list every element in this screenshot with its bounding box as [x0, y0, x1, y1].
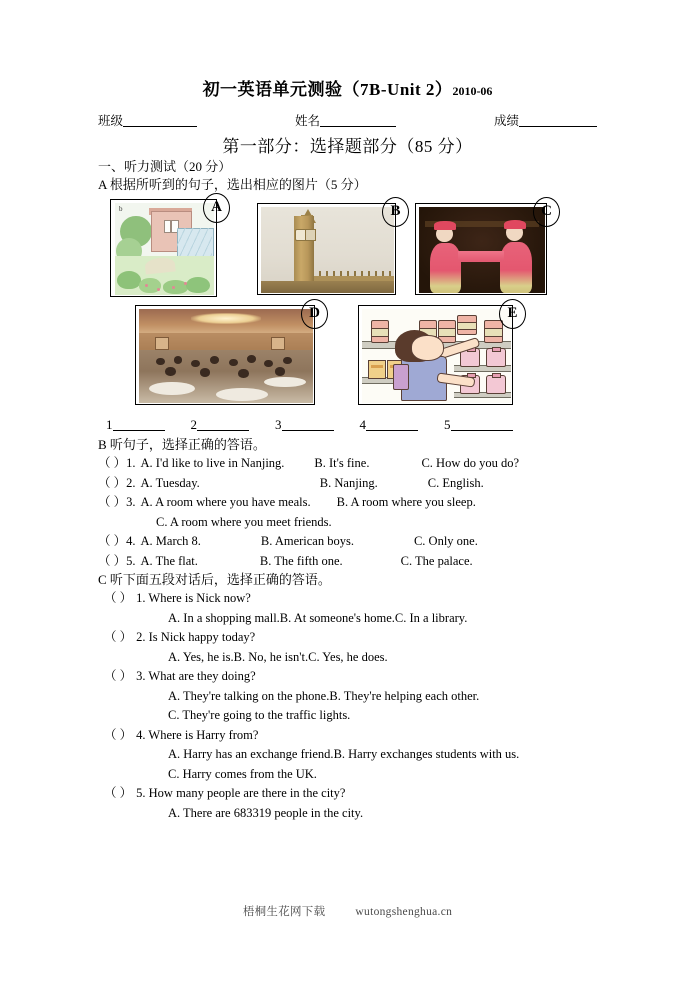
question-stem: 3. What are they doing?	[136, 669, 256, 683]
name-field	[295, 113, 396, 130]
option-b[interactable]: B. The fifth one.	[259, 553, 343, 568]
house-garden-illustration	[115, 203, 214, 295]
answer-blank-5[interactable]	[444, 416, 513, 434]
page-title-date: 2010-06	[452, 84, 493, 98]
option-c[interactable]: C. They're going to the traffic lights.	[168, 708, 351, 722]
banquet-hall-photo	[139, 309, 313, 403]
answer-blank-3-number: 3	[275, 417, 282, 432]
picture-b	[257, 203, 401, 295]
part-b-question-list	[0, 454, 695, 571]
option-b[interactable]: B. Nanjing.	[319, 475, 378, 490]
option-c[interactable]: C. Harry comes from the UK.	[168, 766, 317, 781]
option-b[interactable]: B. Harry exchanges students with us.	[333, 747, 520, 761]
part-c-question-3-options-line2	[0, 706, 695, 726]
option-b[interactable]: B. American boys.	[260, 534, 354, 548]
part-c-question-3	[0, 667, 695, 687]
part-b-question-3-option-c-line	[0, 513, 695, 533]
answer-blanks-row	[0, 416, 695, 434]
page-title	[0, 0, 695, 101]
question-number: 2.	[126, 475, 136, 490]
answer-blank-2[interactable]	[191, 416, 276, 434]
part-c-question-1-options	[0, 609, 695, 629]
option-a[interactable]: A. I'd like to live in Nanjing.	[140, 456, 285, 470]
part-c-question-1	[0, 589, 695, 609]
picture-c	[415, 203, 552, 295]
option-a[interactable]: A. The flat.	[140, 553, 198, 568]
part-c-question-4-options-line2	[0, 765, 695, 785]
part-c-question-5	[0, 784, 695, 804]
answer-blank-2-number: 2	[190, 417, 197, 432]
class-field	[98, 113, 197, 130]
name-label: 姓名	[294, 114, 320, 128]
answer-blank-1-number: 1	[106, 417, 113, 432]
part-b-question-1	[0, 454, 695, 474]
part-b-question-2	[0, 474, 695, 494]
answer-blank-4-number: 4	[359, 417, 366, 432]
answer-paren[interactable]: （ ）	[104, 727, 133, 742]
answer-paren[interactable]: （ ）	[104, 669, 133, 683]
option-b[interactable]: B. A room where you sleep.	[336, 495, 476, 509]
option-a[interactable]: A. Tuesday.	[140, 475, 200, 490]
option-a[interactable]: A. A room where you have meals.	[140, 495, 311, 509]
part-a-heading: A 根据所听到的句子，选出相应的图片（5 分）	[98, 177, 367, 192]
picture-row-top	[0, 199, 695, 297]
page-footer	[0, 904, 695, 920]
part-c-question-list	[0, 589, 695, 823]
big-ben-photo	[261, 207, 394, 293]
part-c-question-2-options	[0, 648, 695, 668]
question-stem: 2. Is Nick happy today?	[136, 630, 256, 644]
option-c[interactable]: C. English.	[427, 475, 484, 490]
option-a[interactable]: A. There are 683319 people in the city.	[168, 805, 364, 820]
answer-paren[interactable]: （ ）	[104, 786, 133, 800]
option-b[interactable]: B. No, he isn't.	[233, 649, 309, 664]
option-a[interactable]: A. Yes, he is.	[168, 649, 234, 664]
answer-blank-3[interactable]	[275, 416, 360, 434]
option-a[interactable]: A. Harry has an exchange friend.	[168, 747, 334, 761]
girl-shopping-illustration	[362, 309, 511, 403]
answer-paren[interactable]: （ ）	[98, 475, 127, 490]
answer-paren[interactable]: （ ）	[98, 553, 127, 568]
picture-a	[110, 199, 222, 297]
part-b-question-4	[0, 532, 695, 552]
answer-paren[interactable]: （ ）	[98, 495, 127, 509]
question-number: 1.	[126, 456, 136, 470]
answer-blank-5-number: 5	[444, 417, 451, 432]
option-b[interactable]: B. At someone's home.	[279, 610, 395, 625]
option-b[interactable]: B. It's fine.	[314, 456, 370, 470]
page-title-cn: 初一英语单元测验（7B-Unit 2）	[202, 80, 453, 99]
question-number: 5.	[126, 553, 136, 568]
answer-blank-4[interactable]	[360, 416, 445, 434]
part-b-question-3	[0, 493, 695, 513]
class-blank[interactable]	[123, 126, 197, 127]
option-c[interactable]: C. In a library.	[394, 610, 468, 625]
name-blank[interactable]	[320, 126, 396, 127]
question-number: 3.	[126, 495, 136, 509]
part-c-heading: C 听下面五段对话后，选择正确的答语。	[98, 572, 331, 587]
picture-label-c: C	[533, 197, 560, 227]
option-c[interactable]: C. A room where you meet friends.	[156, 514, 332, 529]
answer-paren[interactable]: （ ）	[104, 591, 133, 605]
chinese-opera-photo	[419, 207, 545, 293]
part-c-question-5-options	[0, 804, 695, 824]
score-blank[interactable]	[519, 126, 597, 127]
section-one-heading: 一、听力测试（20 分）	[98, 159, 232, 174]
part-c-question-4	[0, 726, 695, 746]
class-label: 班级	[98, 114, 124, 128]
option-c[interactable]: C. The palace.	[400, 553, 473, 568]
score-field	[494, 113, 597, 130]
question-stem: 1. Where is Nick now?	[136, 591, 251, 605]
answer-paren[interactable]: （ ）	[104, 630, 133, 644]
footer-site-name: 梧桐生花网下载	[242, 906, 326, 918]
option-c[interactable]: C. Yes, he does.	[308, 649, 388, 664]
question-stem: 5. How many people are there in the city?	[136, 786, 346, 800]
picture-e	[358, 305, 518, 405]
option-a[interactable]: A. They're talking on the phone.	[168, 688, 330, 703]
picture-label-d: D	[301, 299, 328, 329]
option-a[interactable]: A. March 8.	[140, 534, 201, 548]
picture-d	[135, 305, 320, 405]
picture-a-corner-label: b	[118, 204, 123, 213]
part-c-question-4-options-line1	[0, 745, 695, 765]
picture-row-bottom	[0, 305, 695, 405]
question-number: 4.	[126, 534, 136, 548]
option-c[interactable]: C. How do you do?	[421, 456, 520, 470]
part-c-question-2	[0, 628, 695, 648]
answer-blank-1[interactable]	[106, 416, 191, 434]
part-title: 第一部分：选择题部分（85 分）	[222, 137, 473, 156]
part-b-heading: B 听句子，选择正确的答语。	[98, 437, 266, 452]
picture-label-e: E	[499, 299, 526, 329]
picture-label-b: B	[382, 197, 409, 227]
footer-site-url: wutongshenghua.cn	[355, 906, 453, 918]
option-c[interactable]: C. Only one.	[413, 534, 478, 548]
answer-paren[interactable]: （ ）	[98, 456, 127, 470]
score-label: 成绩	[493, 114, 519, 128]
question-stem: 4. Where is Harry from?	[136, 727, 259, 742]
part-c-question-3-options-line1	[0, 687, 695, 707]
student-info-row	[0, 101, 695, 130]
part-b-question-5	[0, 552, 695, 572]
option-b[interactable]: B. They're helping each other.	[329, 688, 480, 703]
answer-paren[interactable]: （ ）	[98, 534, 127, 548]
picture-label-a: A	[203, 193, 230, 223]
option-a[interactable]: A. In a shopping mall.	[168, 610, 280, 625]
